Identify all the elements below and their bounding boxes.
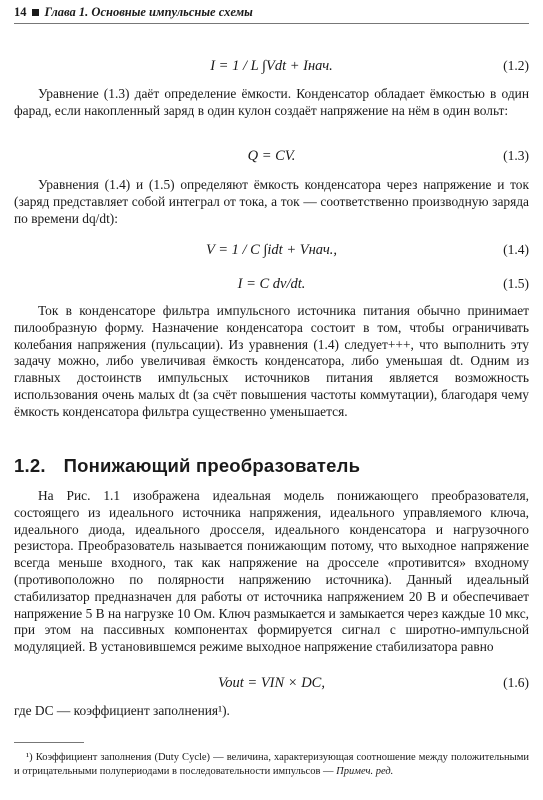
header-square-icon: [32, 9, 39, 16]
footnote-editor-note: Примеч. ред.: [336, 765, 394, 777]
equation-number: (1.4): [503, 242, 529, 257]
paragraph-duty-cycle: где DC — коэффициент заполнения¹).: [14, 703, 230, 718]
paragraph-capacitance-definition: Уравнение (1.3) даёт определение ёмкости. Конденсатор обладает ёмкостью в один фарад, если накопленный заряд в один кулон создаёт напряжение на нём в один вольт:: [14, 86, 529, 118]
equation-formula: Vout = VIN × DC,: [218, 675, 325, 691]
running-header: [14, 5, 529, 24]
equation-number: (1.2): [503, 58, 529, 73]
equation-formula: Q = CV.: [247, 148, 296, 164]
equation-formula: I = 1 / L ∫Vdt + Iнач.: [210, 58, 333, 74]
paragraph-buck-converter: На Рис. 1.1 изображена идеальная модель понижающего преобразователя, состоящего из идеального источника напряжения, идеального управляемого ключа, идеального диода, идеального дросселя, идеального конденсатора и нагрузочного резистора. Преобразователь называется понижающим потому, что выходное напряжение всегда меньше входного, так как напряжение на дросселе «противится» входному (противоположно по полярности напряжению источника). Данный идеальный стабилизатор предназначен для работы от источника напряжением 20 В и обеспечивает напряжение 5 В на нагрузке 10 Ом. Ключ размыкается и замыкается через каждые 10 мкс, при этом на пассивных компонентах формируется сигнал с широтно-импульсной модуляцией. В установившемся режиме выходное напряжение стабилизатора равно: [14, 488, 529, 655]
footnote: [14, 751, 529, 778]
paragraph-filter-capacitor: Ток в конденсаторе фильтра импульсного источника питания обычно принимает пилообразную форму. Назначение конденсатора состоит в том, чтобы ограничивать колебания напряжения (пульсации). Из уравнения (1.4) следует+++, что выполнить эту задачу можно, либо увеличивая ёмкость конденсатора, либо уменьшая dt. Одним из главных достоинств импульсных источников питания является возможность использования очень малых dt (за счёт повышения частоты коммутации), благодаря чему ёмкость конденсатора фильтра существенно уменьшается.: [14, 303, 529, 419]
equation-1-3: [14, 148, 529, 170]
equation-formula: V = 1 / C ∫idt + Vнач.,: [205, 242, 338, 258]
section-heading: [14, 455, 529, 477]
equation-formula: I = C dv/dt.: [237, 276, 306, 292]
section-title: Понижающий преобразователь: [63, 455, 361, 476]
equation-1-4: [14, 242, 529, 264]
equation-1-6: [14, 675, 529, 697]
footnote-divider: [14, 742, 84, 743]
page-number: 14: [14, 5, 27, 19]
footnote-text: ¹) Коэффициент заполнения (Duty Cycle) — величина, характеризующая соотношение между положительными и отрицательными полупериодами в последовательности импульсов —: [14, 752, 529, 777]
section-number: 1.2.: [14, 455, 46, 476]
equation-1-5: [14, 276, 529, 298]
equation-number: (1.6): [503, 675, 529, 690]
equation-1-2: [14, 58, 529, 80]
paragraph-voltage-current: Уравнения (1.4) и (1.5) определяют ёмкость конденсатора через напряжение и ток (заряд представляет собой интеграл от тока, а ток — соответственно производную заряда по времени dq/dt):: [14, 177, 529, 226]
equation-number: (1.5): [503, 276, 529, 291]
running-title: Глава 1. Основные импульсные схемы: [44, 5, 253, 19]
equation-number: (1.3): [503, 148, 529, 163]
